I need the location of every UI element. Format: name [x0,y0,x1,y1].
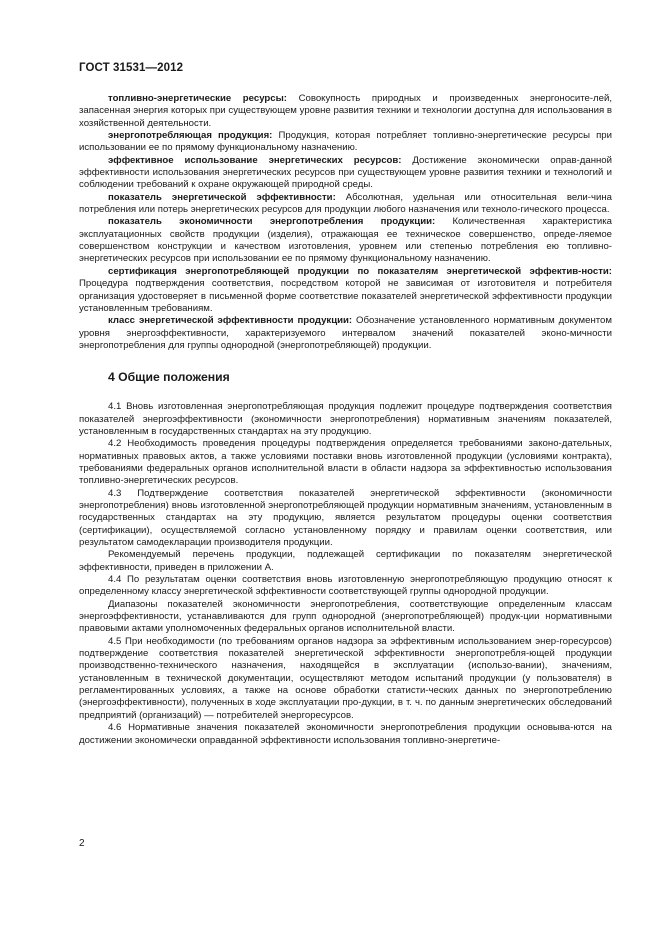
clause-paragraph: Рекомендуемый перечень продукции, подлежащей сертификации по показателям энергетической эффективности, приведен в приложении А. [79,549,612,573]
definition-text: Достижение экономически оправ-данной эффективности использования энергетических ресурсов при существующем уровне развития техники и технологий и соблюдении требований к охране окружающей природной среды. [79,154,613,191]
definition-paragraph [79,155,612,192]
definition-text: Совокупность природных и произведенных энергоносите-лей, запасенная энергия которых при существующем уровне развития техники и технологии доступна для использования в хозяйственной деятельности. [79,93,612,129]
definition-text: Процедура подтверждения соответствия, посредством которой не зависимая от изготовителя и потребителя организация удостоверяет в письменной форме соответствие показателей энергетической эффективности продукции установленным требованиям. [79,278,612,314]
clause-paragraph: 4.5 При необходимости (по требованиям органов надзора за эффективным использованием энер-горесурсов) подтверждение соответствия показателей энергетической эффективности энергопотребля-ющей продукции производственно-технического назначения, находящейся в эксплуатации (использо-вании), значениям, установленным в технической документации, осуществляют методом испытаний продукции (у пользователя) в регламентированных условиях, а также на основе обработки статисти-ческих данных по энергопотреблению (энергоэффективности), полученных в ходе эксплуатации про-дукции, в т. ч. по данным энергетических обследований предприятий (организаций) — потребителей энергоресурсов. [79,635,612,721]
section-heading: 4 Общие положения [108,370,230,385]
definition-term: энергопотребляющая продукция: [108,130,273,142]
definition-term: топливно-энергетические ресурсы: [108,93,287,104]
definition-paragraph [79,192,612,217]
definition-term: показатель энергетической эффективности: [108,191,336,203]
definition-term: сертификация энергопотребляющей продукции по показателям энергетической эффектив-ности: [108,265,612,277]
definition-term: класс энергетической эффективности продукции: [108,315,353,327]
definition-text: Абсолютная, удельная или относительная вели-чина потребления или потерь энергетических ресурсов для продукции любого назначения или техноло-гического процесса. [79,191,612,216]
clause-paragraph: 4.1 Вновь изготовленная энергопотребляющая продукция подлежит процедуре подтверждения соответствия показателей энергоэффективности (экономичности энергопотребления) нормативным значениям показателей, установленным в государственных стандартах на эту продукцию. [79,401,612,437]
definition-text: Обозначение установленного нормативным документом уровня энергоэффективности, характеризуемого интервалом значений показателей эконо-мичности энергопотребления для группы однородной (энергопотребляющей) продукции. [79,315,612,351]
definition-paragraph [79,266,612,315]
clause-paragraph: 4.6 Нормативные значения показателей экономичности энергопотребления продукции основыва-ются на достижении экономически оправданной эффективности использования топливно-энергетиче- [79,722,612,746]
clause-paragraph: 4.4 По результатам оценки соответствия вновь изготовленную энергопотребляющую продукцию относят к определенному классу энергетической эффективности соответствующей группы однородной продукции. [79,574,612,598]
definition-paragraph [79,130,612,155]
definition-text: Количественная характеристика эксплуатационных свойств продукции (изделия), отражающая ее техническое совершенство, опреде-ляемое совершенством конструкции и качеством изготовления, уровнем или степенью потребления ею топливно-энергетических ресурсов при использовании ее по прямому функциональному назначению. [79,216,612,265]
definition-paragraph [79,93,612,130]
definition-text: Продукция, которая потребляет топливно-энергетические ресурсы при использовании ее по прямому функциональному назначению. [79,130,612,154]
document-header: ГОСТ 31531—2012 [79,62,184,74]
page-number: 2 [79,838,85,849]
definition-paragraph [79,216,612,265]
clause-paragraph: 4.3 Подтверждение соответствия показателей энергетической эффективности (экономичности энергопотребления) вновь изготовленной энергопотребляющей продукции нормативным значениям, установленным в государственных стандартах на эту продукцию, является результатом процедуры оценки соответствия (сертификации), осуществляемой согласно установленному порядку и правилам оценки соответствия, или результатом самодекларации производителя продукции. [79,487,612,548]
definition-term: показатель экономичности энергопотребления продукции: [108,216,436,228]
page-content [79,93,612,747]
clause-paragraph: Диапазоны показателей экономичности энергопотребления, соответствующие определенным классам энергоэффективности, устанавливаются для групп однородной (энергопотребляющей) продук-ции нормативными правовыми актами уполномоченных федеральных органов исполнительной власти. [79,598,612,635]
definition-term: эффективное использование энергетических ресурсов: [108,154,402,166]
definition-paragraph [79,315,612,352]
clause-paragraph: 4.2 Необходимость проведения процедуры подтверждения определяется требованиями законо-дательных, нормативных правовых актов, а также условиями поставки вновь изготовленной продукции (условиями контракта), требованиями федеральных органов исполнительной власти в области надзора за эффективностью использования топливно-энергетических ресурсов. [79,438,612,487]
